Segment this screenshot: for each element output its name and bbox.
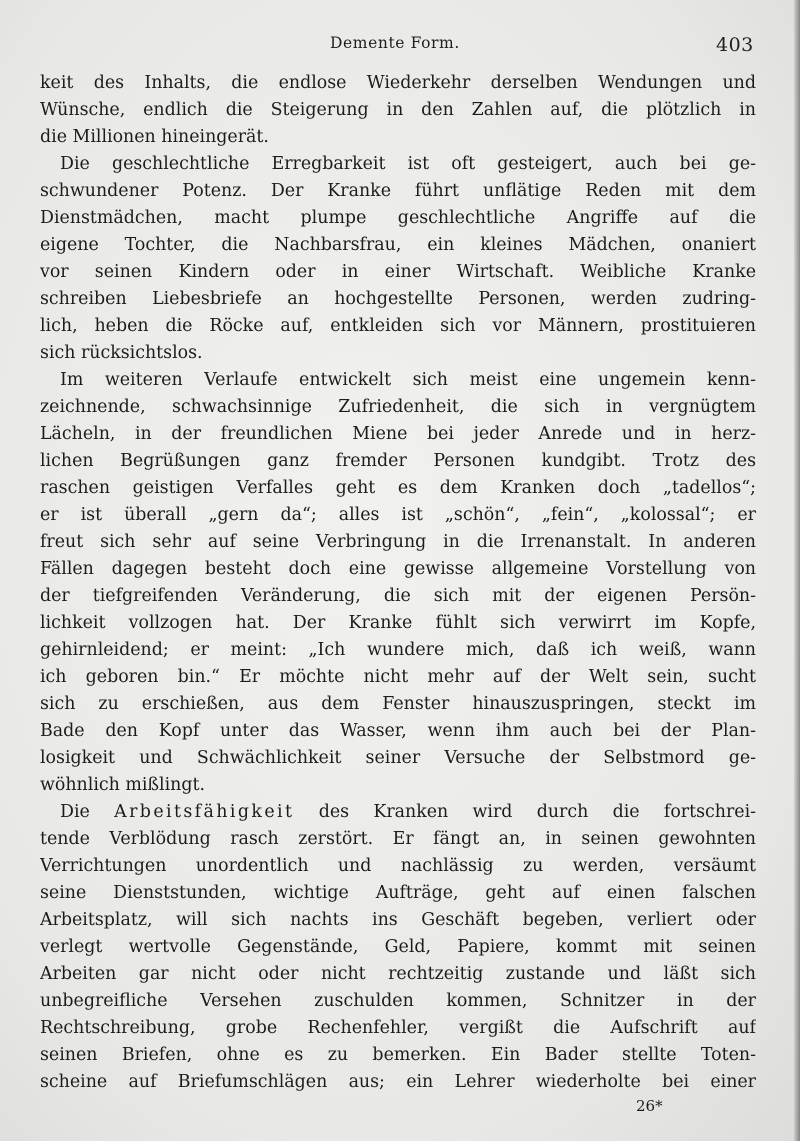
text-line: Arbeitsplatz, will sich nachts ins Geschäft begeben, verliert oder [40,910,756,930]
text-line: er ist überall „gern da“; alles ist „schön“, „fein“, „kolossal“; er [40,505,756,525]
text-line: vor seinen Kindern oder in einer Wirtschaft. Weibliche Kranke [40,262,756,282]
text-line: losigkeit und Schwächlichkeit seiner Versuche der Selbstmord ge- [40,748,756,768]
text-line: lich, heben die Röcke auf, entkleiden sich vor Männern, prostituieren [40,316,756,336]
text-line: Wünsche, endlich die Steigerung in den Zahlen auf, die plötzlich in [40,100,756,120]
text-line: lichkeit vollzogen hat. Der Kranke fühlt sich verwirrt im Kopfe, [40,613,756,633]
text-line: eigene Tochter, die Nachbarsfrau, ein kleines Mädchen, onaniert [40,235,756,255]
text-line: tende Verblödung rasch zerstört. Er fängt an, in seinen gewohnten [40,829,756,849]
text-line: sich zu erschießen, aus dem Fenster hinauszuspringen, steckt im [40,694,756,714]
text-line: Im weiteren Verlaufe entwickelt sich meist eine ungemein kenn- [60,370,756,390]
text-line: ich geboren bin.“ Er möchte nicht mehr auf der Welt sein, sucht [40,667,756,687]
text-line: zeichnende, schwachsinnige Zufriedenheit, die sich in vergnügtem [40,397,756,417]
emphasized-word: Arbeitsfähigkeit [114,802,295,822]
text-line: lichen Begrüßungen ganz fremder Personen kundgibt. Trotz des [40,451,756,471]
text-line: schreiben Liebesbriefe an hochgestellte Personen, werden zudring- [40,289,756,309]
text-line: Arbeiten gar nicht oder nicht rechtzeitig zustande und läßt sich [40,964,756,984]
text-line [40,799,756,826]
text-line: Rechtschreibung, grobe Rechenfehler, vergißt die Aufschrift auf [40,1018,756,1038]
text-line: raschen geistigen Verfalles geht es dem Kranken doch „tadellos“; [40,478,756,498]
text-line: Die geschlechtliche Erregbarkeit ist oft gesteigert, auch bei ge- [60,154,756,174]
text-line: freut sich sehr auf seine Verbringung in die Irrenanstalt. In anderen [40,532,756,552]
text-line: schwundener Potenz. Der Kranke führt unflätige Reden mit dem [40,181,756,201]
text-line: verlegt wertvolle Gegenstände, Geld, Papiere, kommt mit seinen [40,937,756,957]
text-line: unbegreifliche Versehen zuschulden kommen, Schnitzer in der [40,991,756,1011]
body-text [40,70,756,1096]
text-line: die Millionen hineingerät. [40,127,269,147]
text-line: Verrichtungen unordentlich und nachlässig zu werden, versäumt [40,856,756,876]
text-line: seinen Briefen, ohne es zu bemerken. Ein Bader stellte Toten- [40,1045,756,1065]
text-line: Dienstmädchen, macht plumpe geschlechtliche Angriffe auf die [40,208,756,228]
paragraph-lead: Die [60,802,90,822]
text-line: Lächeln, in der freundlichen Miene bei jeder Anrede und in herz- [40,424,756,444]
text-line: wöhnlich mißlingt. [40,775,205,795]
running-title: Demente Form. [330,34,460,52]
text-line: keit des Inhalts, die endlose Wiederkehr derselben Wendungen und [40,73,756,93]
text-line: sich rücksichtslos. [40,343,203,363]
text-line: seine Dienststunden, wichtige Aufträge, geht auf einen falschen [40,883,756,903]
page-header [0,30,800,60]
page-number: 403 [716,34,754,56]
signature-mark: 26* [636,1097,663,1115]
text-line: der tiefgreifenden Veränderung, die sich mit der eigenen Persön- [40,586,756,606]
text-line: scheine auf Briefumschlägen aus; ein Lehrer wiederholte bei einer [40,1072,756,1092]
line-rest: des Kranken wird durch die fortschrei- [318,802,756,822]
page-edge-shadow [794,0,800,1141]
text-line: gehirnleidend; er meint: „Ich wundere mich, daß ich weiß, wann [40,640,756,660]
text-line: Bade den Kopf unter das Wasser, wenn ihm auch bei der Plan- [40,721,756,741]
text-line: Fällen dagegen besteht doch eine gewisse allgemeine Vorstellung von [40,559,756,579]
